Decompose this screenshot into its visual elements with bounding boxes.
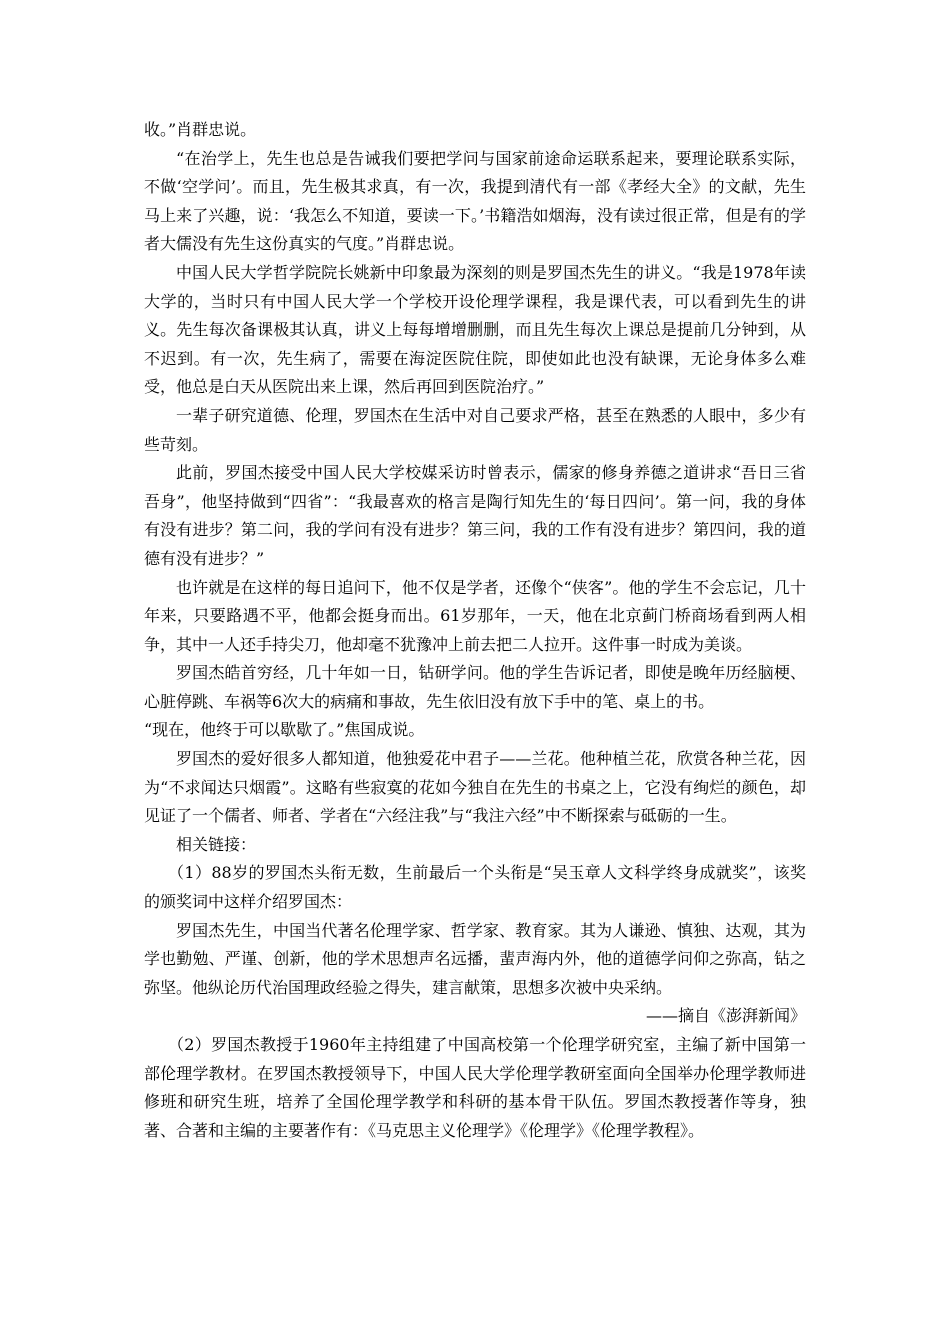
award-citation: 罗国杰先生，中国当代著名伦理学家、哲学家、教育家。其为人谦逊、慎独、达观，其为学也勤勉、严谨、创新，他的学术思想声名远播，蜚声海内外，他的道德学问仰之弥高，钻之弥坚。他纵论历代治国理政经验之得失，建言献策，思想多次被中央采纳。 [144, 920, 806, 997]
paragraph-lecture-notes: 中国人民大学哲学院院长姚新中印象最为深刻的则是罗国杰先生的讲义。“我是1978年读大学的，当时只有中国人民大学一个学校开设伦理学课程，我是课代表，可以看到先生的讲义。先生每次备课极其认真，讲义上每每增增删删，而且先生每次上课总是提前几分钟到，从不迟到。有一次，先生病了，需要在海淀医院住院，即使如此也没有缺课，无论身体多么难受，他总是白天从医院出来上课，然后再回到医院治疗。” [144, 262, 806, 397]
paragraph-chivalry: 也许就是在这样的每日追问下，他不仅是学者，还像个“侠客”。他的学生不会忘记，几十年来，只要路遇不平，他都会挺身而出。61岁那年，一天，他在北京蓟门桥商场看到两人相争，其中一人还手持尖刀，他却毫不犹豫冲上前去把二人拉开。这件事一时成为美谈。 [144, 577, 806, 654]
document-page [144, 116, 806, 1145]
paragraph-study: 罗国杰皓首穷经，几十年如一日，钻研学问。他的学生告诉记者，即使是晚年历经脑梗、心脏停跳、车祸等6次大的病痛和事故，先生依旧没有放下手中的笔、桌上的书。 [144, 663, 806, 711]
related-link-1: （1）88岁的罗国杰头衔无数，生前最后一个头衔是“吴玉章人文科学终身成就奖”，该奖的颁奖词中这样介绍罗国杰： [144, 863, 806, 912]
paragraph-orchid: 罗国杰的爱好很多人都知道，他独爱花中君子——兰花。他种植兰花，欣赏各种兰花，因为“不求闻达只烟霞”。这略有些寂寞的花如今独自在先生的书桌之上，它没有绚烂的颜色，却见证了一个儒者、师者、学者在“六经注我”与“我注六经”中不断探索与砥砺的一生。 [144, 749, 806, 826]
related-links-heading: 相关链接： [176, 834, 257, 854]
related-link-2: （2）罗国杰教授于1960年主持组建了中国高校第一个伦理学研究室，主编了新中国第一部伦理学教材。在罗国杰教授领导下，中国人民大学伦理学教研室面向全国举办伦理学教师进修班和研究生班，培养了全国伦理学教学和科研的基本骨干队伍。罗国杰教授著作等身，独著、合著和主编的主要著作有：《马克思主义伦理学》《伦理学》《伦理学教程》。 [144, 1035, 806, 1140]
source-attribution: ——摘自《澎湃新闻》 [645, 1006, 806, 1026]
paragraph-four-questions: 此前，罗国杰接受中国人民大学校媒采访时曾表示，儒家的修身养德之道讲求“吾日三省吾身”，他坚持做到“四省”：“我最喜欢的格言是陶行知先生的‘每日四问’。第一问，我的身体有没有进步？第二问，我的学问有没有进步？第三问，我的工作有没有进步？第四问，我的道德有没有进步？” [144, 463, 806, 568]
paragraph-strict-life: 一辈子研究道德、伦理，罗国杰在生活中对自己要求严格，甚至在熟悉的人眼中，多少有些苛刻。 [144, 405, 806, 454]
paragraph-scholarship: “在治学上，先生也总是告诫我们要把学问与国家前途命运联系起来，要理论联系实际，不做‘空学问’。而且，先生极其求真，有一次，我提到清代有一部《孝经大全》的文献，先生马上来了兴趣，说：‘我怎么不知道，要读一下。’书籍浩如烟海，没有读过很正常，但是有的学者大儒没有先生这份真实的气度。”肖群忠说。 [144, 148, 806, 254]
paragraph-quote-rest: “现在，他终于可以歇歇了。”焦国成说。 [144, 720, 425, 740]
paragraph-continuation: 收。”肖群忠说。 [144, 120, 257, 139]
